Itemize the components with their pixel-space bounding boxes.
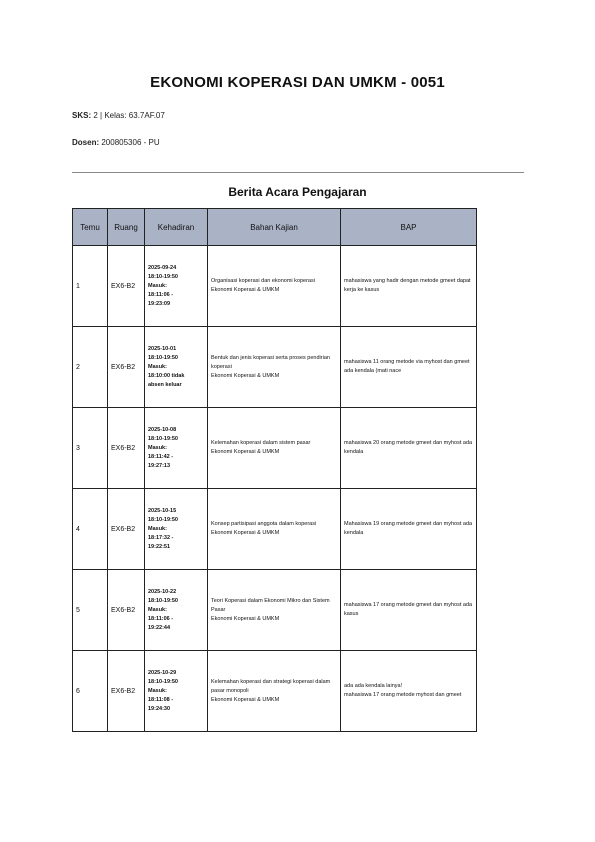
cell-bap: mahasiswa 11 orang metode via myhost dan gmeet ada kendala (mati nace <box>341 327 477 408</box>
table-row <box>73 246 477 327</box>
cell-kehadiran: 2025-10-22 18:10-19:50 Masuk: 18:11:06 - 19:22:44 <box>145 570 208 651</box>
header-ruang: Ruang <box>108 209 145 246</box>
cell-ruang: EX6-B2 <box>108 570 145 651</box>
table-row <box>73 651 477 732</box>
sks-label: SKS: <box>72 111 92 120</box>
header-bahan-kajian: Bahan Kajian <box>208 209 341 246</box>
cell-bap: ada ada kendala lainya! mahasiswa 17 orang metode myhost dan gmeet <box>341 651 477 732</box>
cell-temu: 2 <box>73 327 108 408</box>
teaching-report-table <box>72 208 477 732</box>
table-row <box>73 489 477 570</box>
cell-kehadiran: 2025-10-29 18:10-19:50 Masuk: 18:11:08 - 19:24:30 <box>145 651 208 732</box>
cell-kehadiran: 2025-10-15 18:10-19:50 Masuk: 18:17:32 - 19:22:51 <box>145 489 208 570</box>
cell-ruang: EX6-B2 <box>108 651 145 732</box>
table-row <box>73 570 477 651</box>
cell-kehadiran: 2025-09-24 18:10-19:50 Masuk: 18:11:06 - 19:23:09 <box>145 246 208 327</box>
cell-temu: 6 <box>73 651 108 732</box>
sks-class-line <box>72 111 165 120</box>
lecturer-label: Dosen: <box>72 138 100 147</box>
cell-temu: 5 <box>73 570 108 651</box>
cell-bahan-kajian: Organisasi koperasi dan ekonomi koperasi Ekonomi Koperasi & UMKM <box>208 246 341 327</box>
cell-temu: 4 <box>73 489 108 570</box>
cell-temu: 3 <box>73 408 108 489</box>
cell-bahan-kajian: Teori Koperasi dalam Ekonomi Mikro dan Sistem Pasar Ekonomi Koperasi & UMKM <box>208 570 341 651</box>
header-kehadiran: Kehadiran <box>145 209 208 246</box>
divider <box>72 172 524 173</box>
header-bap: BAP <box>341 209 477 246</box>
header-temu: Temu <box>73 209 108 246</box>
cell-bahan-kajian: Bentuk dan jenis koperasi serta proses pendirian koperasi Ekonomi Koperasi & UMKM <box>208 327 341 408</box>
document-title: EKONOMI KOPERASI DAN UMKM - 0051 <box>150 74 445 91</box>
lecturer-value: 200805306 - PU <box>101 138 160 147</box>
section-title: Berita Acara Pengajaran <box>228 185 367 199</box>
cell-ruang: EX6-B2 <box>108 489 145 570</box>
cell-bap: Mahasiswa 19 orang metode gmeet dan myhost ada kendala <box>341 489 477 570</box>
lecturer-line <box>72 138 160 147</box>
table-row <box>73 408 477 489</box>
cell-bap: mahasiswa 20 orang metode gmeet dan myhost ada kendala <box>341 408 477 489</box>
table-header-row <box>73 209 477 246</box>
sks-class-value: 2 | Kelas: 63.7AF.07 <box>93 111 165 120</box>
cell-bap: mahasiswa yang hadir dengan metode gmeet dapat kerja ke kasus <box>341 246 477 327</box>
cell-bahan-kajian: Konsep partisipasi anggota dalam koperasi Ekonomi Koperasi & UMKM <box>208 489 341 570</box>
cell-ruang: EX6-B2 <box>108 408 145 489</box>
cell-ruang: EX6-B2 <box>108 246 145 327</box>
cell-ruang: EX6-B2 <box>108 327 145 408</box>
cell-bap: mahasiswa 17 orang metode gmeet dan myhost ada kasus <box>341 570 477 651</box>
cell-temu: 1 <box>73 246 108 327</box>
cell-kehadiran: 2025-10-08 18:10-19:50 Masuk: 18:11:42 - 19:27:13 <box>145 408 208 489</box>
cell-bahan-kajian: Kelemahan koperasi dan strategi koperasi dalam pasar monopoli Ekonomi Koperasi & UMKM <box>208 651 341 732</box>
table-row <box>73 327 477 408</box>
cell-bahan-kajian: Kelemahan koperasi dalam sistem pasar Ekonomi Koperasi & UMKM <box>208 408 341 489</box>
cell-kehadiran: 2025-10-01 18:10-19:50 Masuk: 18:10:00 tidak absen keluar <box>145 327 208 408</box>
